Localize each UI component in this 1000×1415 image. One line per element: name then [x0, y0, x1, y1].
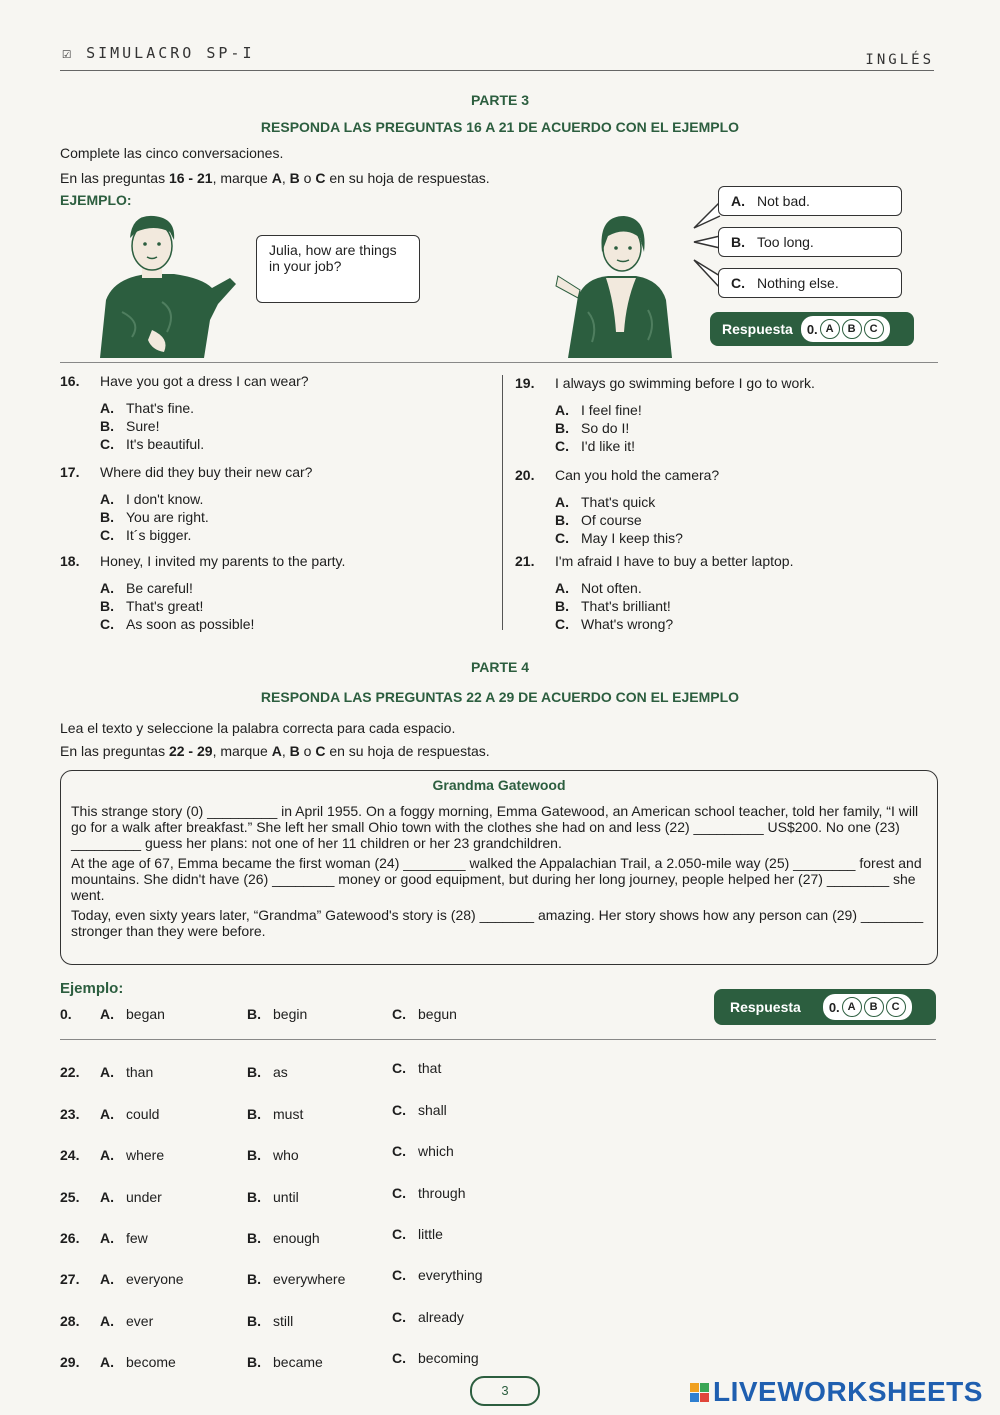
question-17: 17. Where did they buy their new car? A. I don't know. B. You are right. C. It´s bigger.	[60, 464, 490, 544]
option-19a[interactable]: A. I feel fine!	[555, 402, 642, 418]
answer-circle-b[interactable]: B	[842, 319, 862, 339]
question-number: 23.	[60, 1106, 80, 1122]
parte4-title: PARTE 4	[470, 659, 530, 675]
parte4-example-label: Ejemplo:	[60, 980, 124, 997]
speech-bubble: Julia, how are things in your job?	[256, 235, 420, 303]
option-21a[interactable]: A. Not often.	[555, 580, 642, 596]
question-21: 21. I'm afraid I have to buy a better laptop. A. Not often. B. That's brilliant! C. What's wrong?	[515, 553, 935, 633]
question-number: 25.	[60, 1189, 80, 1205]
question-row-29	[0, 1350, 1000, 1374]
option-16a[interactable]: A. That's fine.	[100, 400, 195, 416]
option-a[interactable]: A. where	[100, 1147, 165, 1163]
option-bubble-b: B. Too long.	[718, 227, 902, 257]
parte3-instruction-1: Complete las cinco conversaciones.	[60, 145, 284, 161]
question-row-26	[0, 1226, 1000, 1250]
parte3-subtitle: RESPONDA LAS PREGUNTAS 16 A 21 DE ACUERDO CON EL EJEMPLO	[260, 119, 740, 135]
question-number: 29.	[60, 1354, 80, 1370]
option-c[interactable]: C. shall	[392, 1102, 447, 1118]
woman-illustration	[548, 212, 688, 358]
answer-circles: 0. A B C	[801, 316, 890, 342]
header-divider	[60, 70, 934, 71]
example-row: 0. A. began B. begin C. begun	[60, 1006, 457, 1022]
question-row-27	[0, 1267, 1000, 1291]
question-row-23	[0, 1102, 1000, 1126]
option-17a[interactable]: A. I don't know.	[100, 491, 204, 507]
option-b[interactable]: B. enough	[247, 1230, 320, 1246]
option-16c[interactable]: C. It's beautiful.	[100, 436, 205, 452]
example-label: EJEMPLO:	[60, 192, 132, 208]
question-row-25	[0, 1185, 1000, 1209]
option-c[interactable]: C. that	[392, 1060, 442, 1076]
option-19b[interactable]: B. So do I!	[555, 420, 630, 436]
option-b[interactable]: B. until	[247, 1189, 299, 1205]
option-16b[interactable]: B. Sure!	[100, 418, 160, 434]
story-title: Grandma Gatewood	[432, 777, 566, 793]
story-paragraph-1: This strange story (0) _________ in April 1955. On a foggy morning, Emma Gatewood, an American school teacher, told her family, “I will go for a walk after breakfast.” She left her small Ohio town with the clothes she had on and less (22) _________ US$200. No one (23) _________ guess her plans: not one of her 11 children or her 23 grandchildren.	[71, 803, 919, 851]
parte4-divider	[60, 1039, 936, 1040]
option-21b[interactable]: B. That's brilliant!	[555, 598, 671, 614]
option-21c[interactable]: C. What's wrong?	[555, 616, 674, 632]
parte4-instruction-1: Lea el texto y seleccione la palabra correcta para cada espacio.	[60, 720, 456, 736]
brand-logo: LIVEWORKSHEETS	[690, 1376, 983, 1408]
exam-title: ☑ SIMULACRO SP-I	[62, 44, 255, 62]
subject-label: INGLÉS	[865, 52, 934, 68]
option-18a[interactable]: A. Be careful!	[100, 580, 193, 596]
option-17b[interactable]: B. You are right.	[100, 509, 209, 525]
option-18c[interactable]: C. As soon as possible!	[100, 616, 255, 632]
question-number: 24.	[60, 1147, 80, 1163]
option-c[interactable]: C. which	[392, 1143, 454, 1159]
question-number: 22.	[60, 1064, 80, 1080]
question-row-28	[0, 1309, 1000, 1333]
parte4-subtitle: RESPONDA LAS PREGUNTAS 22 A 29 DE ACUERDO CON EL EJEMPLO	[260, 689, 740, 705]
option-c[interactable]: C. everything	[392, 1267, 483, 1283]
page-number: 3	[470, 1376, 540, 1406]
option-b[interactable]: B. everywhere	[247, 1271, 346, 1287]
parte3-instruction-2: En las preguntas 16 - 21, marque A, B o C en su hoja de respuestas.	[60, 170, 490, 186]
answer-circle-a[interactable]: A	[820, 319, 840, 339]
option-a[interactable]: A. become	[100, 1354, 176, 1370]
question-row-24	[0, 1143, 1000, 1167]
option-c[interactable]: C. already	[392, 1309, 464, 1325]
question-16: 16. Have you got a dress I can wear? A. That's fine. B. Sure! C. It's beautiful.	[60, 373, 490, 453]
question-20: 20. Can you hold the camera? A. That's quick B. Of course C. May I keep this?	[515, 467, 935, 547]
column-divider	[502, 375, 503, 630]
parte3-title: PARTE 3	[470, 92, 530, 108]
option-20a[interactable]: A. That's quick	[555, 494, 656, 510]
answer-badge-parte4: Respuesta 0. A B C	[714, 989, 936, 1025]
brand-icon	[690, 1383, 709, 1402]
option-a[interactable]: A. everyone	[100, 1271, 184, 1287]
question-18: 18. Honey, I invited my parents to the party. A. Be careful! B. That's great! C. As soon as possible!	[60, 553, 490, 633]
answer-circle-a[interactable]: A	[842, 997, 862, 1017]
option-b[interactable]: B. still	[247, 1313, 294, 1329]
option-20b[interactable]: B. Of course	[555, 512, 642, 528]
story-paragraph-2: At the age of 67, Emma became the first woman (24) ________ walked the Appalachian Trail, a 2.050-mile way (25) ________ forest and mountains. She didn't have (26) ________ money or good equipment, but during her long journey, people helped her (27) ________ she went.	[71, 855, 922, 903]
answer-circles-parte4: 0. A B C	[823, 994, 912, 1020]
answer-circle-c[interactable]: C	[886, 997, 906, 1017]
section-divider	[60, 362, 938, 363]
option-a[interactable]: A. ever	[100, 1313, 154, 1329]
checkbox-icon: ☑	[62, 44, 75, 62]
answer-circle-c[interactable]: C	[864, 319, 884, 339]
question-number: 27.	[60, 1271, 80, 1287]
question-number: 28.	[60, 1313, 80, 1329]
option-c[interactable]: C. little	[392, 1226, 443, 1242]
option-b[interactable]: B. became	[247, 1354, 323, 1370]
option-b[interactable]: B. as	[247, 1064, 288, 1080]
option-b[interactable]: B. must	[247, 1106, 304, 1122]
story-paragraph-3: Today, even sixty years later, “Grandma” Gatewood's story is (28) _______ amazing. Her story shows how any person can (29) ________ stronger than they were before.	[71, 907, 924, 939]
option-17c[interactable]: C. It´s bigger.	[100, 527, 192, 543]
option-bubble-c: C. Nothing else.	[718, 268, 902, 298]
story-box	[60, 770, 938, 965]
option-a[interactable]: A. could	[100, 1106, 160, 1122]
question-row-22	[0, 1060, 1000, 1084]
question-number: 26.	[60, 1230, 80, 1246]
answer-circle-b[interactable]: B	[864, 997, 884, 1017]
option-a[interactable]: A. few	[100, 1230, 148, 1246]
answer-badge-example: Respuesta 0. A B C	[710, 312, 914, 346]
option-18b[interactable]: B. That's great!	[100, 598, 204, 614]
parte4-instruction-2: En las preguntas 22 - 29, marque A, B o C en su hoja de respuestas.	[60, 743, 490, 759]
option-c[interactable]: C. becoming	[392, 1350, 479, 1366]
option-19c[interactable]: C. I'd like it!	[555, 438, 636, 454]
option-b[interactable]: B. who	[247, 1147, 299, 1163]
man-illustration	[92, 212, 242, 358]
option-a[interactable]: A. under	[100, 1189, 162, 1205]
option-bubble-a: A. Not bad.	[718, 186, 902, 216]
option-20c[interactable]: C. May I keep this?	[555, 530, 683, 546]
question-19: 19. I always go swimming before I go to work. A. I feel fine! B. So do I! C. I'd like it!	[515, 375, 935, 455]
option-a[interactable]: A. than	[100, 1064, 154, 1080]
option-c[interactable]: C. through	[392, 1185, 466, 1201]
